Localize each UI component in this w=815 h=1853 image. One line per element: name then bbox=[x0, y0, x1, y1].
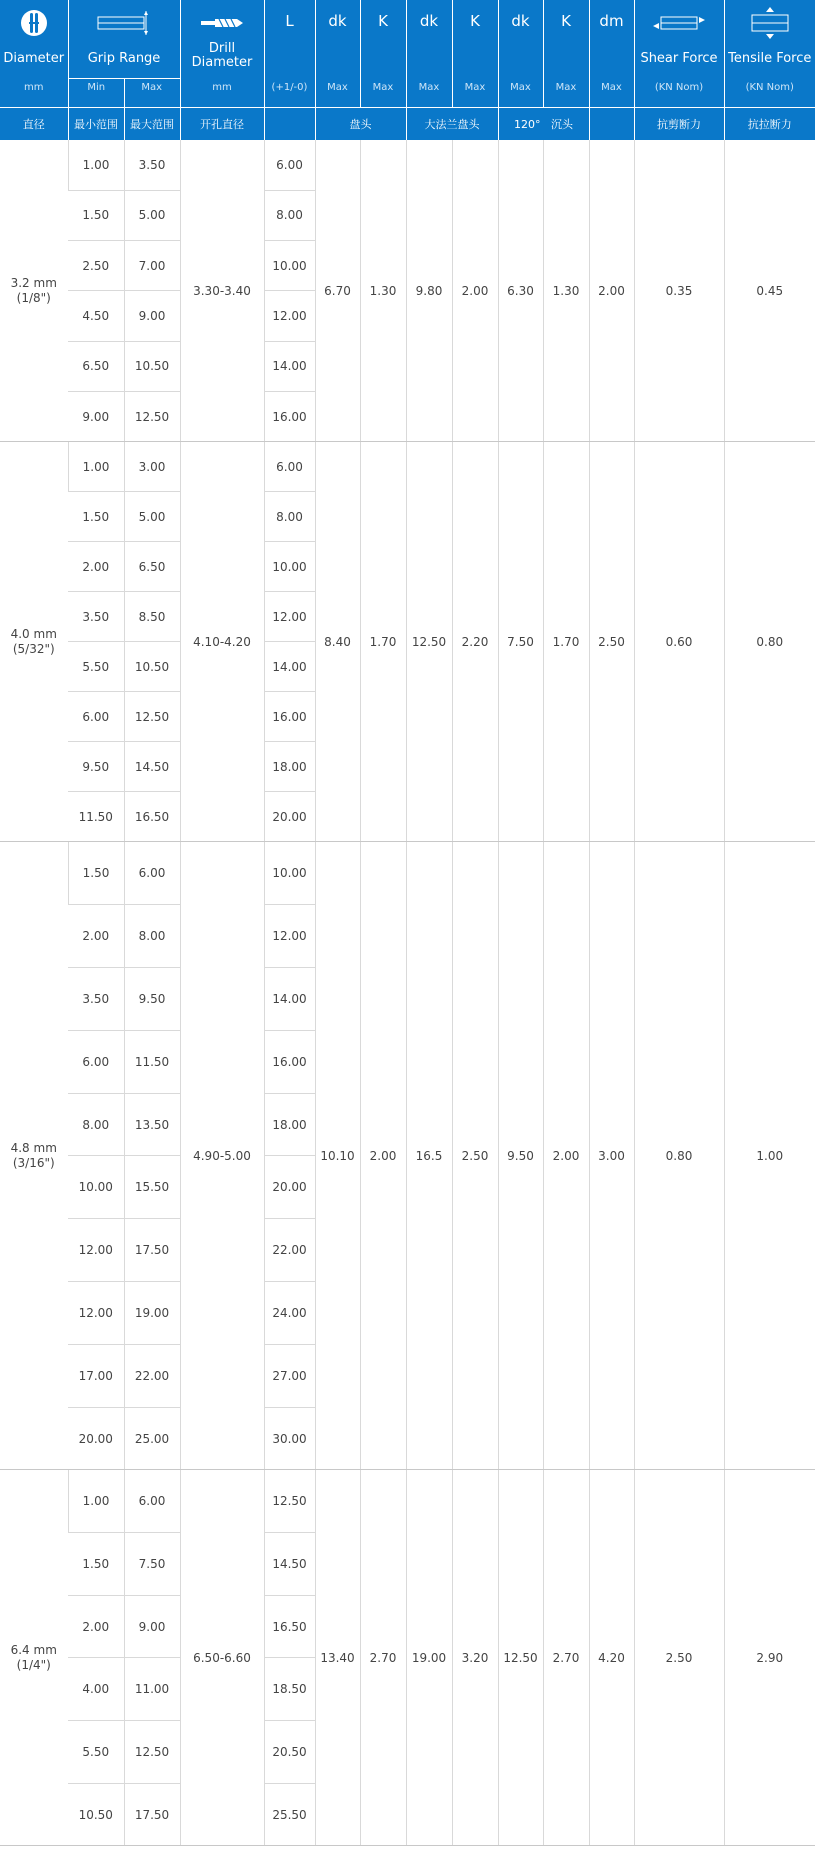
k-csk-title: K bbox=[561, 12, 571, 30]
grip-min-cell: 6.00 bbox=[68, 692, 124, 742]
grip-max-cell: 13.50 bbox=[124, 1093, 180, 1156]
grip-max-cell: 16.50 bbox=[124, 792, 180, 842]
grip-max-cell: 19.00 bbox=[124, 1282, 180, 1345]
grip-min-cell: 1.50 bbox=[68, 842, 124, 905]
grip-max-cell: 12.50 bbox=[124, 1721, 180, 1784]
grip-min-cell: 2.00 bbox=[68, 542, 124, 592]
k-flange-cell: 2.00 bbox=[452, 140, 498, 442]
drill-unit: mm bbox=[212, 82, 232, 93]
header-dk-csk bbox=[498, 0, 543, 108]
dk-flange-cell: 9.80 bbox=[406, 140, 452, 442]
length-cell: 6.00 bbox=[264, 140, 315, 190]
grip-max-cell: 3.50 bbox=[124, 140, 180, 190]
grip-min-cell: 11.50 bbox=[68, 792, 124, 842]
diameter-title: Diameter bbox=[3, 51, 65, 66]
diameter-mm: 4.8 mm bbox=[10, 1140, 57, 1155]
header-k-flange bbox=[452, 0, 498, 108]
dk-csk-cell: 12.50 bbox=[498, 1470, 543, 1846]
diameter-cell bbox=[0, 442, 68, 842]
dk-dome-cell: 13.40 bbox=[315, 1470, 360, 1846]
cn-drill: 开孔直径 bbox=[180, 108, 264, 141]
drill-diameter-cell: 4.90-5.00 bbox=[180, 842, 264, 1470]
cn-dome-head: 盘头 bbox=[315, 108, 406, 141]
dk-dome-sub: Max bbox=[327, 82, 348, 93]
k-csk-cell: 2.70 bbox=[543, 1470, 589, 1846]
table-row bbox=[0, 842, 815, 905]
diameter-mm: 6.4 mm bbox=[10, 1642, 57, 1657]
k-csk-cell: 2.00 bbox=[543, 842, 589, 1470]
grip-max-cell: 17.50 bbox=[124, 1783, 180, 1846]
drill-bit-icon bbox=[181, 8, 264, 38]
tensile-arrows-icon bbox=[725, 8, 815, 38]
tensile-force-cell: 0.80 bbox=[724, 442, 815, 842]
header-row bbox=[0, 0, 815, 108]
length-cell: 30.00 bbox=[264, 1407, 315, 1470]
table-row bbox=[0, 442, 815, 492]
header-k-dome bbox=[360, 0, 406, 108]
tensile-force-cell: 0.45 bbox=[724, 140, 815, 442]
grip-max-cell: 12.50 bbox=[124, 392, 180, 442]
length-cell: 25.50 bbox=[264, 1783, 315, 1846]
length-cell: 14.00 bbox=[264, 642, 315, 692]
grip-max-cell: 9.50 bbox=[124, 968, 180, 1031]
grip-min-cell: 9.50 bbox=[68, 742, 124, 792]
dk-dome-cell: 10.10 bbox=[315, 842, 360, 1470]
diameter-unit: mm bbox=[24, 82, 44, 93]
grip-min-cell: 1.50 bbox=[68, 1533, 124, 1596]
dk-csk-cell: 9.50 bbox=[498, 842, 543, 1470]
grip-min-cell: 3.50 bbox=[68, 592, 124, 642]
shear-title: Shear Force bbox=[640, 51, 718, 66]
shear-unit: (KN Nom) bbox=[654, 82, 704, 93]
k-flange-sub: Max bbox=[464, 82, 486, 93]
cn-length bbox=[264, 108, 315, 141]
grip-max-cell: 15.50 bbox=[124, 1156, 180, 1219]
rivet-end-icon bbox=[0, 8, 68, 38]
header-dk-flange bbox=[406, 0, 452, 108]
k-flange-cell: 2.20 bbox=[452, 442, 498, 842]
length-cell: 20.00 bbox=[264, 1156, 315, 1219]
k-dome-cell: 1.30 bbox=[360, 140, 406, 442]
grip-max-cell: 3.00 bbox=[124, 442, 180, 492]
dk-flange-cell: 16.5 bbox=[406, 842, 452, 1470]
header-drill-diameter bbox=[180, 0, 264, 108]
diameter-inch: (1/4") bbox=[16, 1657, 51, 1672]
grip-min-cell: 17.00 bbox=[68, 1344, 124, 1407]
length-cell: 14.00 bbox=[264, 968, 315, 1031]
grip-range-title: Grip Range bbox=[87, 51, 161, 66]
dk-csk-sub: Max bbox=[510, 82, 531, 93]
grip-min-cell: 6.00 bbox=[68, 1030, 124, 1093]
diameter-mm: 3.2 mm bbox=[10, 275, 57, 290]
k-dome-title: K bbox=[378, 12, 388, 30]
grip-max-cell: 10.50 bbox=[124, 642, 180, 692]
grip-max-cell: 25.00 bbox=[124, 1407, 180, 1470]
tensile-title: Tensile Force bbox=[728, 51, 812, 66]
drill-title-line2: Diameter bbox=[191, 55, 253, 70]
header-k-csk bbox=[543, 0, 589, 108]
grip-max-cell: 5.00 bbox=[124, 492, 180, 542]
cn-grip-max: 最大范围 bbox=[124, 108, 180, 141]
cn-csk: 沉头 bbox=[551, 118, 573, 131]
dk-flange-sub: Max bbox=[418, 82, 440, 93]
k-csk-cell: 1.30 bbox=[543, 140, 589, 442]
k-dome-cell: 2.70 bbox=[360, 1470, 406, 1846]
dk-csk-cell: 6.30 bbox=[498, 140, 543, 442]
length-cell: 12.50 bbox=[264, 1470, 315, 1533]
grip-min-cell: 9.00 bbox=[68, 392, 124, 442]
cn-diameter: 直径 bbox=[0, 108, 68, 141]
grip-min-cell: 1.00 bbox=[68, 140, 124, 190]
grip-min-cell: 1.50 bbox=[68, 190, 124, 240]
drill-diameter-cell: 6.50-6.60 bbox=[180, 1470, 264, 1846]
grip-min-cell: 1.50 bbox=[68, 492, 124, 542]
tensile-force-cell: 2.90 bbox=[724, 1470, 815, 1846]
grip-min-cell: 8.00 bbox=[68, 1093, 124, 1156]
grip-max-cell: 8.50 bbox=[124, 592, 180, 642]
grip-max-cell: 6.00 bbox=[124, 1470, 180, 1533]
grip-max-cell: 11.50 bbox=[124, 1030, 180, 1093]
grip-min-cell: 12.00 bbox=[68, 1282, 124, 1345]
header-cn-row bbox=[0, 108, 815, 141]
dk-flange-title: dk bbox=[419, 12, 439, 30]
dk-dome-title: dk bbox=[328, 12, 347, 30]
grip-max-cell: 11.00 bbox=[124, 1658, 180, 1721]
grip-min-cell: 5.50 bbox=[68, 1721, 124, 1784]
dk-dome-cell: 8.40 bbox=[315, 442, 360, 842]
grip-max-cell: 22.00 bbox=[124, 1344, 180, 1407]
length-unit: (+1/-0) bbox=[271, 82, 308, 93]
shear-force-cell: 2.50 bbox=[634, 1470, 724, 1846]
tensile-unit: (KN Nom) bbox=[745, 82, 794, 93]
grip-max-cell: 8.00 bbox=[124, 905, 180, 968]
cn-shear: 抗剪断力 bbox=[634, 108, 724, 141]
dk-csk-cell: 7.50 bbox=[498, 442, 543, 842]
length-cell: 16.00 bbox=[264, 1030, 315, 1093]
grip-min-cell: 1.00 bbox=[68, 442, 124, 492]
grip-max-cell: 14.50 bbox=[124, 742, 180, 792]
length-title: L bbox=[285, 12, 294, 30]
cn-dm bbox=[589, 108, 634, 141]
header-dk-dome bbox=[315, 0, 360, 108]
header-diameter bbox=[0, 0, 68, 108]
length-cell: 12.00 bbox=[264, 905, 315, 968]
length-cell: 20.00 bbox=[264, 792, 315, 842]
grip-min-cell: 2.00 bbox=[68, 1595, 124, 1658]
grip-max-cell: 5.00 bbox=[124, 190, 180, 240]
shear-force-cell: 0.60 bbox=[634, 442, 724, 842]
grip-min-cell: 6.50 bbox=[68, 341, 124, 391]
cn-countersunk bbox=[498, 108, 589, 141]
length-cell: 8.00 bbox=[264, 492, 315, 542]
cn-tensile: 抗拉断力 bbox=[724, 108, 815, 141]
grip-max-cell: 17.50 bbox=[124, 1219, 180, 1282]
grip-min-cell: 12.00 bbox=[68, 1219, 124, 1282]
grip-max-cell: 10.50 bbox=[124, 341, 180, 391]
grip-min-cell: 20.00 bbox=[68, 1407, 124, 1470]
header-shear bbox=[634, 0, 724, 108]
drill-title bbox=[181, 42, 264, 70]
dk-dome-cell: 6.70 bbox=[315, 140, 360, 442]
length-cell: 20.50 bbox=[264, 1721, 315, 1784]
k-flange-cell: 3.20 bbox=[452, 1470, 498, 1846]
dm-title: dm bbox=[599, 12, 624, 30]
length-cell: 18.50 bbox=[264, 1658, 315, 1721]
grip-max-cell: 7.50 bbox=[124, 1533, 180, 1596]
drill-diameter-cell: 4.10-4.20 bbox=[180, 442, 264, 842]
grip-min-cell: 2.00 bbox=[68, 905, 124, 968]
diameter-cell bbox=[0, 1470, 68, 1846]
grip-min-cell: 2.50 bbox=[68, 241, 124, 291]
diameter-inch: (5/32") bbox=[12, 641, 55, 656]
dm-cell: 3.00 bbox=[589, 842, 634, 1470]
length-cell: 6.00 bbox=[264, 442, 315, 492]
dk-csk-title: dk bbox=[511, 12, 530, 30]
grip-max-cell: 6.50 bbox=[124, 542, 180, 592]
grip-min-cell: 3.50 bbox=[68, 968, 124, 1031]
k-dome-sub: Max bbox=[372, 82, 394, 93]
grip-max-cell: 12.50 bbox=[124, 692, 180, 742]
tensile-force-cell: 1.00 bbox=[724, 842, 815, 1470]
diameter-inch: (3/16") bbox=[12, 1155, 55, 1170]
k-flange-title: K bbox=[470, 12, 480, 30]
table-row bbox=[0, 140, 815, 190]
k-csk-cell: 1.70 bbox=[543, 442, 589, 842]
header-dm bbox=[589, 0, 634, 108]
length-cell: 22.00 bbox=[264, 1219, 315, 1282]
length-cell: 10.00 bbox=[264, 241, 315, 291]
dm-sub: Max bbox=[601, 82, 622, 93]
k-flange-cell: 2.50 bbox=[452, 842, 498, 1470]
grip-min-cell: 10.00 bbox=[68, 1156, 124, 1219]
header-grip-range bbox=[68, 0, 180, 108]
grip-max-cell: 9.00 bbox=[124, 1595, 180, 1658]
dm-cell: 4.20 bbox=[589, 1470, 634, 1846]
length-cell: 16.00 bbox=[264, 692, 315, 742]
length-cell: 12.00 bbox=[264, 291, 315, 341]
length-cell: 16.50 bbox=[264, 1595, 315, 1658]
grip-max-cell: 6.00 bbox=[124, 842, 180, 905]
grip-min-cell: 4.00 bbox=[68, 1658, 124, 1721]
k-dome-cell: 2.00 bbox=[360, 842, 406, 1470]
dk-flange-cell: 12.50 bbox=[406, 442, 452, 842]
dm-cell: 2.00 bbox=[589, 140, 634, 442]
length-cell: 24.00 bbox=[264, 1282, 315, 1345]
length-cell: 27.00 bbox=[264, 1344, 315, 1407]
k-csk-sub: Max bbox=[555, 82, 577, 93]
table-body bbox=[0, 140, 815, 1846]
header-length bbox=[264, 0, 315, 108]
shear-arrows-icon bbox=[635, 8, 724, 38]
grip-min-cell: 10.50 bbox=[68, 1783, 124, 1846]
diameter-cell bbox=[0, 842, 68, 1470]
length-cell: 14.00 bbox=[264, 341, 315, 391]
dk-flange-cell: 19.00 bbox=[406, 1470, 452, 1846]
k-dome-cell: 1.70 bbox=[360, 442, 406, 842]
header-tensile bbox=[724, 0, 815, 108]
grip-max-cell: 9.00 bbox=[124, 291, 180, 341]
length-cell: 18.00 bbox=[264, 1093, 315, 1156]
diameter-inch: (1/8") bbox=[16, 290, 51, 305]
drill-diameter-cell: 3.30-3.40 bbox=[180, 140, 264, 442]
table-row bbox=[0, 1470, 815, 1533]
grip-min-cell: 1.00 bbox=[68, 1470, 124, 1533]
grip-min-label: Min bbox=[87, 82, 106, 93]
grip-range-icon bbox=[69, 8, 180, 38]
grip-min-cell: 5.50 bbox=[68, 642, 124, 692]
grip-min-cell: 4.50 bbox=[68, 291, 124, 341]
length-cell: 14.50 bbox=[264, 1533, 315, 1596]
length-cell: 12.00 bbox=[264, 592, 315, 642]
length-cell: 16.00 bbox=[264, 392, 315, 442]
length-cell: 18.00 bbox=[264, 742, 315, 792]
shear-force-cell: 0.80 bbox=[634, 842, 724, 1470]
grip-max-cell: 7.00 bbox=[124, 241, 180, 291]
diameter-mm: 4.0 mm bbox=[10, 626, 57, 641]
grip-max-label: Max bbox=[141, 82, 163, 93]
cn-large-flange: 大法兰盘头 bbox=[406, 108, 498, 141]
shear-force-cell: 0.35 bbox=[634, 140, 724, 442]
cn-grip-min: 最小范围 bbox=[68, 108, 124, 141]
length-cell: 8.00 bbox=[264, 190, 315, 240]
cn-csk-angle: 120° bbox=[514, 118, 541, 131]
dm-cell: 2.50 bbox=[589, 442, 634, 842]
length-cell: 10.00 bbox=[264, 542, 315, 592]
diameter-cell bbox=[0, 140, 68, 442]
length-cell: 10.00 bbox=[264, 842, 315, 905]
drill-title-line1: Drill bbox=[208, 41, 236, 56]
